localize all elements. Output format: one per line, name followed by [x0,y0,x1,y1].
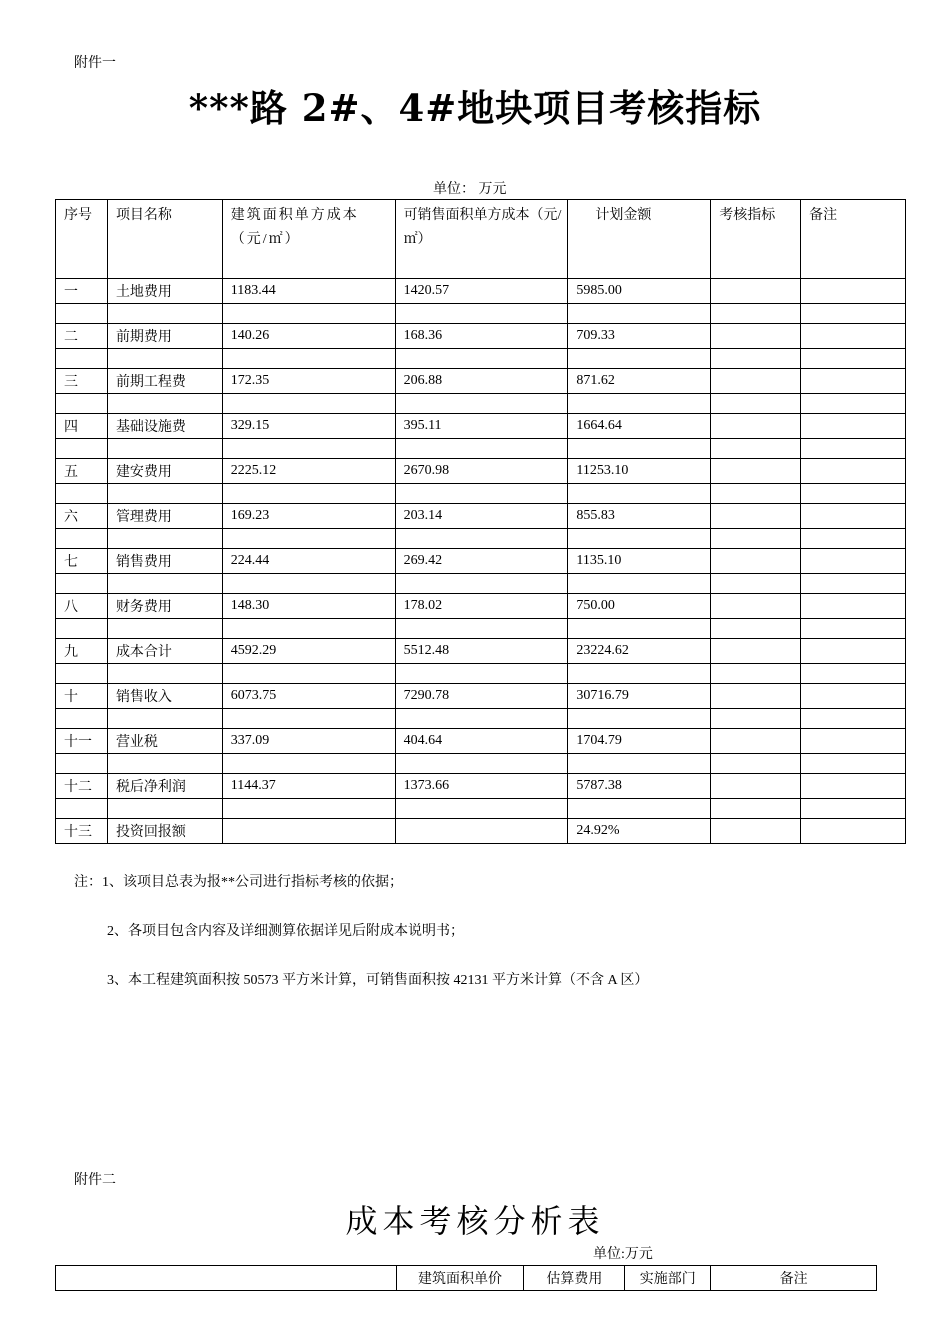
header-cell: 项目名称 [107,200,222,279]
cell-name: 管理费用 [107,504,222,529]
cell-build-cost: 2225.12 [222,459,395,484]
cell-empty [222,574,395,594]
header-cell: 序号 [56,200,108,279]
table-row [56,369,906,394]
cell-amount: 1704.79 [568,729,711,754]
cell-no: 一 [56,279,108,304]
cell-empty [107,394,222,414]
table-row [56,594,906,619]
cell-empty [222,799,395,819]
cell-empty [395,484,568,504]
header-cell: 计划金额 [568,200,711,279]
cell-no: 六 [56,504,108,529]
cell-empty [711,639,801,664]
note-1: 注：1、该项目总表为报**公司进行指标考核的依据； [74,875,403,890]
cell-empty [107,484,222,504]
header-cell: 实施部门 [625,1266,711,1291]
cell-sale-cost: 269.42 [395,549,568,574]
cell-empty [56,394,108,414]
cell-empty [711,439,801,459]
spacer-row [56,664,906,684]
cell-empty [711,529,801,549]
cell-amount: 5985.00 [568,279,711,304]
table-row [56,684,906,709]
cell-empty [107,304,222,324]
cell-empty [222,754,395,774]
cell-empty [395,439,568,459]
cell-empty [801,529,906,549]
assessment-table [55,199,906,844]
cell-empty [568,754,711,774]
attachment-label-1: 附件一 [74,56,116,71]
spacer-row [56,529,906,549]
header-cell: 备注 [711,1266,877,1291]
cell-empty [568,529,711,549]
cell-empty [711,304,801,324]
table-row [56,774,906,799]
cell-empty [801,414,906,439]
cell-empty [711,664,801,684]
cell-empty [107,439,222,459]
cell-no: 十一 [56,729,108,754]
cell-empty [568,349,711,369]
cell-no: 四 [56,414,108,439]
cell-empty [801,279,906,304]
cell-empty [711,504,801,529]
header-cell: 可销售面积单方成本（元/㎡） [395,200,568,279]
spacer-row [56,439,906,459]
cell-build-cost [222,819,395,844]
cell-empty [801,504,906,529]
cell-no: 二 [56,324,108,349]
cost-analysis-table [55,1265,877,1291]
cell-empty [56,304,108,324]
cell-empty [222,304,395,324]
table-row [56,729,906,754]
cell-empty [107,529,222,549]
cell-name: 前期工程费 [107,369,222,394]
cell-empty [801,754,906,774]
cell-sale-cost: 2670.98 [395,459,568,484]
cell-sale-cost: 168.36 [395,324,568,349]
cell-empty [801,459,906,484]
cell-name: 成本合计 [107,639,222,664]
cell-empty [568,394,711,414]
cell-empty [801,639,906,664]
cell-amount: 855.83 [568,504,711,529]
cell-empty [568,709,711,729]
cell-empty [801,664,906,684]
cell-name: 前期费用 [107,324,222,349]
cell-empty [711,324,801,349]
cell-empty [107,664,222,684]
spacer-row [56,799,906,819]
table-row [56,459,906,484]
cell-empty [56,439,108,459]
cell-sale-cost: 203.14 [395,504,568,529]
cell-empty [711,484,801,504]
header-cell: 建筑面积单价 [396,1266,524,1291]
cell-empty [222,619,395,639]
cell-amount: 1135.10 [568,549,711,574]
cell-empty [222,349,395,369]
table-row [56,279,906,304]
spacer-row [56,304,906,324]
table-header-row [56,1266,877,1291]
spacer-row [56,754,906,774]
cell-empty [395,619,568,639]
header-cell: 建筑面积单方成本（元/㎡） [222,200,395,279]
cell-empty [711,709,801,729]
cell-build-cost: 337.09 [222,729,395,754]
cell-empty [107,754,222,774]
spacer-row [56,394,906,414]
table-row [56,504,906,529]
cell-empty [395,394,568,414]
cell-no: 八 [56,594,108,619]
cell-empty [801,709,906,729]
cell-no: 三 [56,369,108,394]
cell-sale-cost: 178.02 [395,594,568,619]
cell-empty [801,304,906,324]
cell-empty [395,349,568,369]
table-row [56,414,906,439]
cell-empty [107,619,222,639]
cell-sale-cost [395,819,568,844]
cell-empty [568,664,711,684]
cell-empty [801,799,906,819]
spacer-row [56,709,906,729]
cell-empty [395,754,568,774]
cell-empty [568,574,711,594]
header-cell: 考核指标 [711,200,801,279]
cell-empty [711,459,801,484]
cell-sale-cost: 5512.48 [395,639,568,664]
cell-sale-cost: 1420.57 [395,279,568,304]
cell-empty [395,709,568,729]
cell-empty [56,484,108,504]
table-row [56,819,906,844]
cell-empty [568,304,711,324]
cell-amount: 23224.62 [568,639,711,664]
cell-empty [801,549,906,574]
cell-empty [222,709,395,729]
table-row [56,549,906,574]
cell-empty [395,574,568,594]
cell-empty [222,484,395,504]
cell-empty [801,619,906,639]
cell-name: 建安费用 [107,459,222,484]
cell-empty [107,349,222,369]
spacer-row [56,484,906,504]
header-cell [56,1266,397,1291]
cell-empty [801,484,906,504]
cell-empty [711,574,801,594]
cell-build-cost: 148.30 [222,594,395,619]
cell-sale-cost: 7290.78 [395,684,568,709]
cell-name: 投资回报额 [107,819,222,844]
cell-empty [56,619,108,639]
unit-label: 单位： 万元 [433,182,507,197]
cell-empty [711,799,801,819]
cell-empty [56,349,108,369]
cell-empty [56,574,108,594]
cell-empty [711,729,801,754]
cell-empty [801,439,906,459]
cell-empty [395,664,568,684]
cell-name: 销售费用 [107,549,222,574]
cell-empty [222,394,395,414]
cell-name: 基础设施费 [107,414,222,439]
cell-empty [801,684,906,709]
cell-build-cost: 140.26 [222,324,395,349]
cell-empty [711,774,801,799]
note-2: 2、各项目包含内容及详细测算依据详见后附成本说明书； [107,924,464,939]
cell-empty [711,394,801,414]
cell-no: 九 [56,639,108,664]
cell-build-cost: 172.35 [222,369,395,394]
cell-empty [56,754,108,774]
cell-empty [56,709,108,729]
cell-no: 七 [56,549,108,574]
table-row [56,639,906,664]
cell-empty [711,414,801,439]
cell-empty [801,349,906,369]
cell-empty [568,619,711,639]
cell-amount: 1664.64 [568,414,711,439]
cell-build-cost: 4592.29 [222,639,395,664]
cell-name: 土地费用 [107,279,222,304]
cell-empty [711,754,801,774]
cell-empty [711,349,801,369]
cell-empty [711,549,801,574]
page-title: ***路 2#、4#地块项目考核指标 [188,86,762,130]
cell-amount: 709.33 [568,324,711,349]
cell-empty [801,369,906,394]
cell-empty [107,574,222,594]
note-3: 3、本工程建筑面积按 50573 平方米计算，可销售面积按 42131 平方米计算（不含 A 区） [107,973,649,988]
cell-build-cost: 329.15 [222,414,395,439]
spacer-row [56,349,906,369]
cell-amount: 24.92% [568,819,711,844]
cell-sale-cost: 404.64 [395,729,568,754]
spacer-row [56,619,906,639]
cell-no: 十 [56,684,108,709]
section-title-2: 成本考核分析表 [345,1202,605,1240]
cell-empty [801,729,906,754]
cell-amount: 30716.79 [568,684,711,709]
cell-name: 营业税 [107,729,222,754]
cell-empty [801,594,906,619]
cell-amount: 11253.10 [568,459,711,484]
cell-empty [568,799,711,819]
cell-build-cost: 1183.44 [222,279,395,304]
cell-empty [395,529,568,549]
cell-sale-cost: 1373.66 [395,774,568,799]
header-cell: 估算费用 [524,1266,625,1291]
cell-name: 税后净利润 [107,774,222,799]
cell-empty [395,799,568,819]
table-row [56,324,906,349]
cell-name: 财务费用 [107,594,222,619]
attachment-label-2: 附件二 [74,1173,116,1188]
cell-empty [801,774,906,799]
cell-empty [56,664,108,684]
cell-build-cost: 6073.75 [222,684,395,709]
unit-label-2: 单位:万元 [593,1247,653,1262]
header-cell: 备注 [801,200,906,279]
cell-empty [222,664,395,684]
cell-empty [56,529,108,549]
cell-empty [568,484,711,504]
cell-empty [711,619,801,639]
cell-build-cost: 224.44 [222,549,395,574]
cell-sale-cost: 206.88 [395,369,568,394]
cell-empty [568,439,711,459]
cell-empty [711,369,801,394]
cell-amount: 5787.38 [568,774,711,799]
cell-name: 销售收入 [107,684,222,709]
cell-empty [107,709,222,729]
cell-empty [711,684,801,709]
cell-empty [711,594,801,619]
cell-empty [801,819,906,844]
cell-amount: 750.00 [568,594,711,619]
cell-no: 十二 [56,774,108,799]
cell-no: 五 [56,459,108,484]
cell-empty [711,279,801,304]
cell-empty [711,819,801,844]
cell-empty [222,529,395,549]
cell-empty [801,574,906,594]
table-header-row [56,200,906,279]
cell-sale-cost: 395.11 [395,414,568,439]
cell-build-cost: 1144.37 [222,774,395,799]
cell-empty [107,799,222,819]
cell-no: 十三 [56,819,108,844]
cell-empty [395,304,568,324]
cell-empty [222,439,395,459]
cell-amount: 871.62 [568,369,711,394]
cell-empty [56,799,108,819]
cell-build-cost: 169.23 [222,504,395,529]
spacer-row [56,574,906,594]
cell-empty [801,394,906,414]
cell-empty [801,324,906,349]
